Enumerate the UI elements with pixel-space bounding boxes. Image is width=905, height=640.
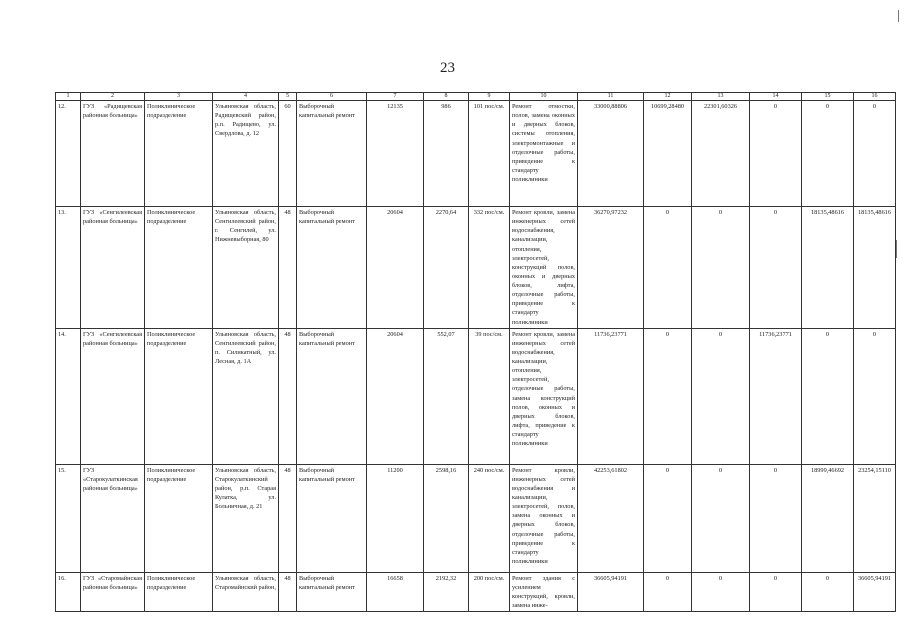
row-number: 15. xyxy=(56,464,81,572)
capacity-cell: 101 пос/см. xyxy=(469,101,510,207)
page-number: 23 xyxy=(440,60,455,76)
organization-cell: ГУЗ «Сенгилеевская районная больница» xyxy=(81,328,145,464)
table-row xyxy=(56,464,896,572)
amount-cell: 18999,46692 xyxy=(802,464,854,572)
organization-cell: ГУЗ «Сенгилеевская районная больница» xyxy=(81,207,145,329)
amount-cell: 23254,15110 xyxy=(854,464,896,572)
amount-cell: 0 xyxy=(644,572,692,612)
organization-cell: ГУЗ «Старокулаткинская районная больница» xyxy=(81,464,145,572)
address-cell: Ульяновская область, Сенгилеевский район, г. Сенгилей, ул. Нижневыборная, 80 xyxy=(213,207,279,329)
amount-cell: 0 xyxy=(644,207,692,329)
row-number: 14. xyxy=(56,328,81,464)
unit-cell: Поликлиническое подразделение xyxy=(145,328,213,464)
column-number: 14 xyxy=(750,93,802,101)
amount-cell: 0 xyxy=(854,101,896,207)
amount-cell: 11736,23771 xyxy=(750,328,802,464)
amount-cell: 0 xyxy=(692,328,750,464)
amount-cell: 36605,94191 xyxy=(578,572,644,612)
column-number: 3 xyxy=(145,93,213,101)
amount-cell: 0 xyxy=(750,101,802,207)
table-row xyxy=(56,207,896,329)
amount-cell: 0 xyxy=(692,207,750,329)
column-number: 4 xyxy=(213,93,279,101)
value-cell: 20604 xyxy=(367,207,424,329)
column-number: 7 xyxy=(367,93,424,101)
amount-cell: 0 xyxy=(750,572,802,612)
amount-cell: 0 xyxy=(750,464,802,572)
value-cell: 48 xyxy=(279,572,297,612)
table-row xyxy=(56,328,896,464)
amount-cell: 0 xyxy=(854,328,896,464)
amount-cell: 42253,61802 xyxy=(578,464,644,572)
column-number: 6 xyxy=(297,93,367,101)
value-cell: 60 xyxy=(279,101,297,207)
column-number: 13 xyxy=(692,93,750,101)
amount-cell: 18135,48616 xyxy=(854,207,896,329)
value-cell: 48 xyxy=(279,464,297,572)
amount-cell: 0 xyxy=(644,328,692,464)
address-cell: Ульяновская область, Старомайнский район, xyxy=(213,572,279,612)
value-cell: 2270,64 xyxy=(424,207,469,329)
column-number: 12 xyxy=(644,93,692,101)
repair-type-cell: Выборочный капитальный ремонт xyxy=(297,572,367,612)
amount-cell: 0 xyxy=(644,464,692,572)
value-cell: 48 xyxy=(279,328,297,464)
amount-cell: 10699,28480 xyxy=(644,101,692,207)
value-cell: 48 xyxy=(279,207,297,329)
column-number: 2 xyxy=(81,93,145,101)
amount-cell: 0 xyxy=(802,572,854,612)
value-cell: 11200 xyxy=(367,464,424,572)
column-number-row xyxy=(56,93,896,101)
column-number: 15 xyxy=(802,93,854,101)
row-number: 13. xyxy=(56,207,81,329)
amount-cell: 0 xyxy=(692,464,750,572)
column-number: 10 xyxy=(510,93,578,101)
value-cell: 2598,16 xyxy=(424,464,469,572)
repair-type-cell: Выборочный капитальный ремонт xyxy=(297,101,367,207)
repair-type-cell: Выборочный капитальный ремонт xyxy=(297,464,367,572)
repair-program-table xyxy=(55,92,896,612)
works-cell: Ремонт кровли, замена инженерных сетей водоснабжения, канализации, отопления, электросетей, отделочные работы, замена конструкций полов, оконных и дверных блоков, лифта, приведение к стандарту поликлиники xyxy=(510,328,578,464)
row-number: 16. xyxy=(56,572,81,612)
address-cell: Ульяновская область, Сенгилеевский район, п. Силикатный, ул. Лесная, д. 1А xyxy=(213,328,279,464)
unit-cell: Поликлиническое подразделение xyxy=(145,464,213,572)
column-number: 9 xyxy=(469,93,510,101)
capacity-cell: 39 пос/см. xyxy=(469,328,510,464)
column-number: 8 xyxy=(424,93,469,101)
column-number: 5 xyxy=(279,93,297,101)
amount-cell: 0 xyxy=(750,207,802,329)
amount-cell: 33000,88806 xyxy=(578,101,644,207)
amount-cell: 0 xyxy=(692,572,750,612)
works-cell: Ремонт кровли, инженерных сетей водоснабжения и канализации, электросетей, полов, замена оконных и дверных блоков, отделочные работы, приведение к стандарту поликлиники xyxy=(510,464,578,572)
column-number: 11 xyxy=(578,93,644,101)
column-number: 16 xyxy=(854,93,896,101)
capacity-cell: 332 пос/см. xyxy=(469,207,510,329)
works-cell: Ремонт здания с усилением конструкций, кровли, замена инже- xyxy=(510,572,578,612)
amount-cell: 36270,97232 xyxy=(578,207,644,329)
amount-cell: 0 xyxy=(802,328,854,464)
capacity-cell: 200 пос/см. xyxy=(469,572,510,612)
scan-edge-mark-top xyxy=(898,10,899,22)
value-cell: 20604 xyxy=(367,328,424,464)
row-number: 12. xyxy=(56,101,81,207)
address-cell: Ульяновская область, Радищевский район, р.п. Радищево, ул. Свердлова, д. 12 xyxy=(213,101,279,207)
amount-cell: 36605,94191 xyxy=(854,572,896,612)
table-row xyxy=(56,572,896,612)
works-cell: Ремонт кровли, замена инженерных сетей водоснабжения, канализации, отопления, электросетей, конструкций полов, оконных и дверных блоков, лифта, отделочные работы, приведение к стандарту поликлиники xyxy=(510,207,578,329)
unit-cell: Поликлиническое подразделение xyxy=(145,572,213,612)
capacity-cell: 240 пос/см. xyxy=(469,464,510,572)
amount-cell: 11736,23771 xyxy=(578,328,644,464)
value-cell: 16658 xyxy=(367,572,424,612)
unit-cell: Поликлиническое подразделение xyxy=(145,207,213,329)
scan-edge-mark-right xyxy=(896,240,897,258)
amount-cell: 18135,48616 xyxy=(802,207,854,329)
column-number: 1 xyxy=(56,93,81,101)
organization-cell: ГУЗ «Радищевская районная больница» xyxy=(81,101,145,207)
value-cell: 2192,32 xyxy=(424,572,469,612)
repair-type-cell: Выборочный капитальный ремонт xyxy=(297,328,367,464)
organization-cell: ГУЗ «Старомайнская районная больница» xyxy=(81,572,145,612)
value-cell: 12135 xyxy=(367,101,424,207)
address-cell: Ульяновская область, Старокулаткинский район, р.п. Старая Кулатка, ул. Больничная, д. 21 xyxy=(213,464,279,572)
works-cell: Ремонт отмостки, полов, замена оконных и дверных блоков, системы отопления, электромонтажные и отделочные работы, приведение к стандарту поликлиники xyxy=(510,101,578,207)
amount-cell: 0 xyxy=(802,101,854,207)
value-cell: 552,07 xyxy=(424,328,469,464)
amount-cell: 22301,60326 xyxy=(692,101,750,207)
unit-cell: Поликлиническое подразделение xyxy=(145,101,213,207)
value-cell: 986 xyxy=(424,101,469,207)
table-row xyxy=(56,101,896,207)
repair-type-cell: Выборочный капитальный ремонт xyxy=(297,207,367,329)
